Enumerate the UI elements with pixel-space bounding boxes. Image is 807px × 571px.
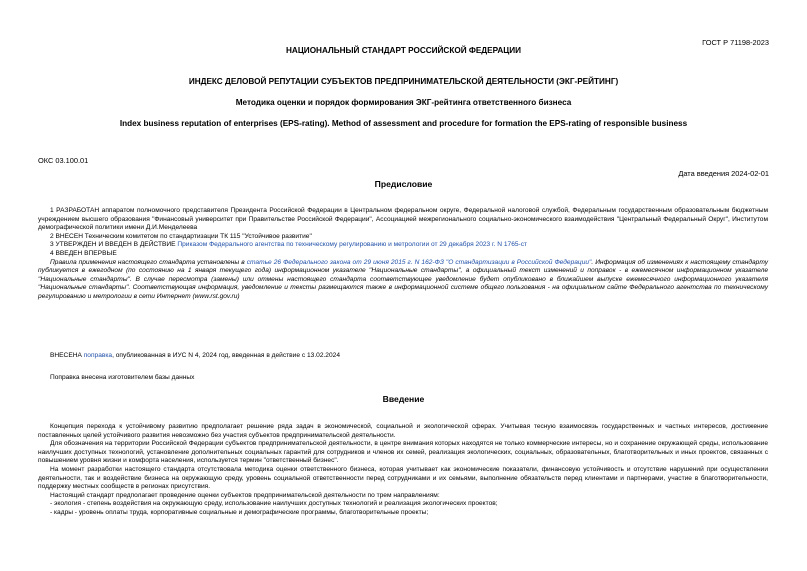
foreword-item-3 bbox=[38, 241, 768, 250]
document-code: ГОСТ Р 71198-2023 bbox=[702, 38, 769, 47]
document-subtitle: Методика оценки и порядок формирования ЭКГ-рейтинга ответственного бизнеса bbox=[235, 98, 572, 107]
rules-text-b: . Информация об изменениях к настоящему стандарту публикуется в ежегодном (по состоянию на 1 января текущего года) информационном указателе "Национальные стандарты", а официальный текст изменений и поправок - в ежемесячном информационном указателе "Национальные стандарты". В случае пересмотра (замены) или отмены настоящего стандарта соответствующее уведомление будет опубликовано в ближайшем выпуске ежемесячного информационного указателя "Национальные стандарты". Соответствующая информация, уведомление и тексты размещаются также в информационной системе общего пользования - на официальном сайте Федерального агентства по техническому регулированию и метрологии в сети Интернет (www.rst.gov.ru) bbox=[38, 258, 768, 300]
introduction-date: Дата введения 2024-02-01 bbox=[678, 169, 769, 178]
document-title-english: Index business reputation of enterprises (EPS-rating). Method of assessment and procedure for formation the EPS-rating of responsible business bbox=[119, 119, 688, 128]
introduction-paragraph: На момент разработки настоящего стандарта отсутствовала методика оценки ответственного бизнеса, которая учитывает как экономические показатели, финансовую устойчивость и отсутствие нарушений при осуществлении деятельности, так и воздействие бизнеса на окружающую среду, уровень социальной ответственности перед сотрудниками и их семьями, выполнение обязательств перед клиентами и партнерами, участие в благотворительности, поддержку местных сообществ в регионах присутствия. bbox=[38, 465, 768, 491]
foreword-item-2: 2 ВНЕСЕН Техническим комитетом по стандартизации ТК 115 "Устойчивое развитие" bbox=[50, 232, 312, 240]
rules-text-a: Правила применения настоящего стандарта установлены в bbox=[50, 258, 247, 266]
amendment-suffix: , опубликованная в ИУС N 4, 2024 год, введенная в действие с 13.02.2024 bbox=[112, 352, 340, 359]
introduction-list-item: - кадры - уровень оплаты труда, корпоративные социальные и демографические программы, благотворительные проекты; bbox=[50, 508, 429, 516]
standard-heading: НАЦИОНАЛЬНЫЙ СТАНДАРТ РОССИЙСКОЙ ФЕДЕРАЦИИ bbox=[286, 46, 521, 55]
amendment-notice bbox=[38, 352, 768, 361]
foreword-heading: Предисловие bbox=[374, 179, 433, 189]
introduction-section bbox=[38, 423, 768, 518]
introduction-heading: Введение bbox=[382, 394, 425, 404]
amendment-link[interactable]: поправка bbox=[83, 352, 113, 359]
oks-code: ОКС 03.100.01 bbox=[38, 156, 89, 165]
introduction-paragraph: Концепция перехода к устойчивому развитию предполагает решение ряда задач в экономической, социальной и экологической сферах. Учитывая тесную взаимосвязь государственных и частных интересов, достижение поставленных целей устойчивого развития невозможно без участия субъектов предпринимательской деятельности. bbox=[38, 423, 768, 439]
introduction-list-item: - экология - степень воздействия на окружающую среду, использование наилучших доступных технологий и реализация экологических проектов; bbox=[50, 500, 498, 508]
foreword-item-1: 1 РАЗРАБОТАН аппаратом полномочного представителя Президента Российской Федерации в Центральном федеральном округе, Федеральной налоговой службой, Федеральным государственным образовательным бюджетным учреждением высшего образования "Финансовый университет при Правительстве Российской Федерации", Ассоциацией межрегионального социально-экономического взаимодействия "Центральный Федеральный Округ", Институтом демографической политики имени Д.И.Менделеева bbox=[38, 207, 768, 232]
document-title: ИНДЕКС ДЕЛОВОЙ РЕПУТАЦИИ СУБЪЕКТОВ ПРЕДПРИНИМАТЕЛЬСКОЙ ДЕЯТЕЛЬНОСТИ (ЭКГ-РЕЙТИНГ) bbox=[188, 77, 619, 86]
amendment-prefix: ВНЕСЕНА bbox=[50, 352, 84, 359]
foreword-item-3-text: 3 УТВЕРЖДЕН И ВВЕДЕН В ДЕЙСТВИЕ bbox=[50, 241, 178, 249]
foreword-section bbox=[38, 207, 768, 302]
introduction-paragraph: Настоящий стандарт предполагает проведение оценки субъектов предпринимательской деятельности по трем направлениям: bbox=[50, 491, 440, 499]
introduction-paragraph: Для обозначения на территории Российской Федерации субъектов предпринимательской деятельности, в центре внимания которых находятся не только коммерческие интересы, но и сохранение окружающей среды, использование наилучших доступных технологий, установление дополнительных социальных гарантий для сотрудников и членов их семей, реализация экологических, социальных, образовательных, благотворительных и иных проектов, связанных с повышением уровня жизни и комфорта населения, используется термин "ответственный бизнес". bbox=[38, 440, 768, 465]
amendment-note: Поправка внесена изготовителем базы данных bbox=[50, 374, 195, 381]
order-link[interactable]: Приказом Федерального агентства по техническому регулированию и метрологии от 29 декабря 2023 г. N 1765-ст bbox=[177, 241, 528, 249]
foreword-item-4: 4 ВВЕДЕН ВПЕРВЫЕ bbox=[50, 249, 117, 257]
federal-law-link[interactable]: статье 26 Федерального закона от 29 июня 2015 г. N 162-ФЗ "О стандартизации в Российской Федерации" bbox=[246, 258, 592, 266]
application-rules bbox=[38, 259, 768, 302]
